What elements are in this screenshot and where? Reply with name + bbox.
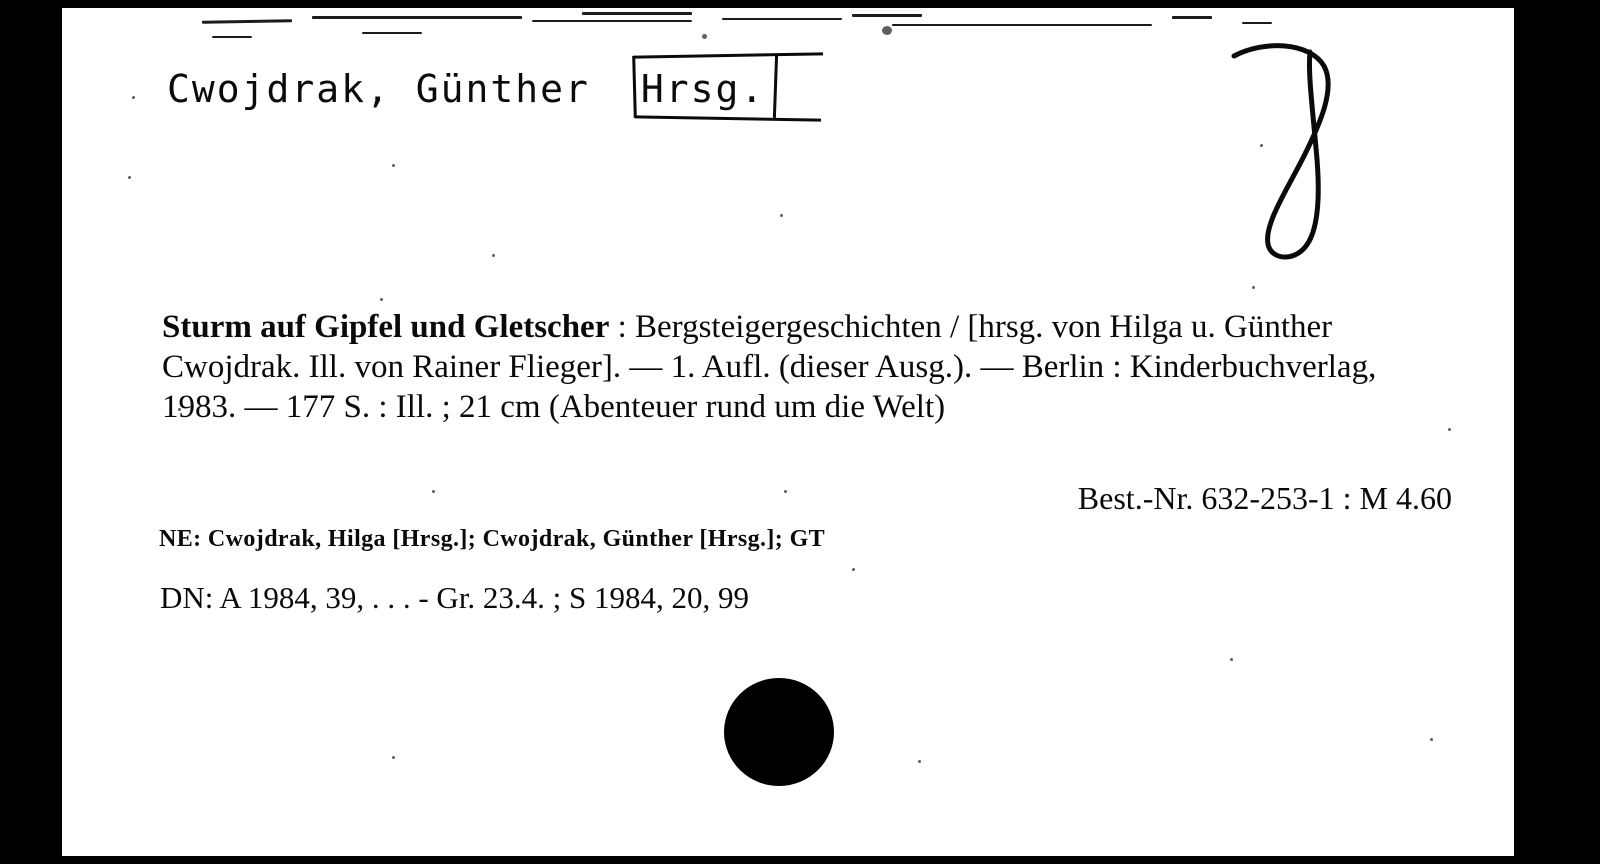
catalog-card — [62, 8, 1514, 856]
dn-reference-line: DN: A 1984, 39, . . . - Gr. 23.4. ; S 1984, 20, 99 — [160, 580, 750, 615]
handwritten-check-mark-icon — [1224, 38, 1364, 268]
typed-role-boxed — [633, 66, 775, 114]
typed-role-label: Hrsg. — [640, 67, 766, 111]
scan-speck — [852, 568, 855, 571]
scan-speck — [918, 760, 921, 763]
scan-speck — [392, 164, 395, 167]
scan-speck — [1430, 738, 1433, 741]
scan-speck — [392, 756, 395, 759]
book-description-rest: : Bergsteigergeschichten / [hrsg. von Hilga u. Günther Cwojdrak. Ill. von Rainer Flieger]. — 1. Aufl. (dieser Ausg.). — Berlin : Kinderbuchverlag, 1983. — 177 S. : Ill. ; 21 cm (Abenteuer rund um die Welt) — [162, 309, 1377, 425]
box-top-stroke — [633, 52, 823, 58]
scan-speck — [780, 214, 783, 217]
scan-speck — [1252, 286, 1255, 289]
order-number-line: Best.-Nr. 632-253-1 : M 4.60 — [1077, 480, 1452, 516]
scan-top-edge — [62, 8, 1514, 42]
scan-speck — [1230, 658, 1233, 661]
scan-speck — [1448, 428, 1451, 431]
added-entries-line: NE: Cwojdrak, Hilga [Hrsg.]; Cwojdrak, Günther [Hrsg.]; GT — [159, 526, 826, 552]
typed-heading — [167, 66, 775, 114]
typed-author-name: Cwojdrak, Günther — [167, 67, 590, 111]
book-title: Sturm auf Gipfel und Gletscher — [162, 309, 610, 345]
black-punch-dot — [724, 678, 834, 786]
scan-speck — [132, 96, 135, 99]
bibliographic-description — [162, 308, 1452, 428]
box-bottom-stroke — [635, 115, 821, 121]
scan-speck — [128, 176, 131, 179]
scan-speck — [380, 298, 383, 301]
scan-speck — [492, 254, 495, 257]
